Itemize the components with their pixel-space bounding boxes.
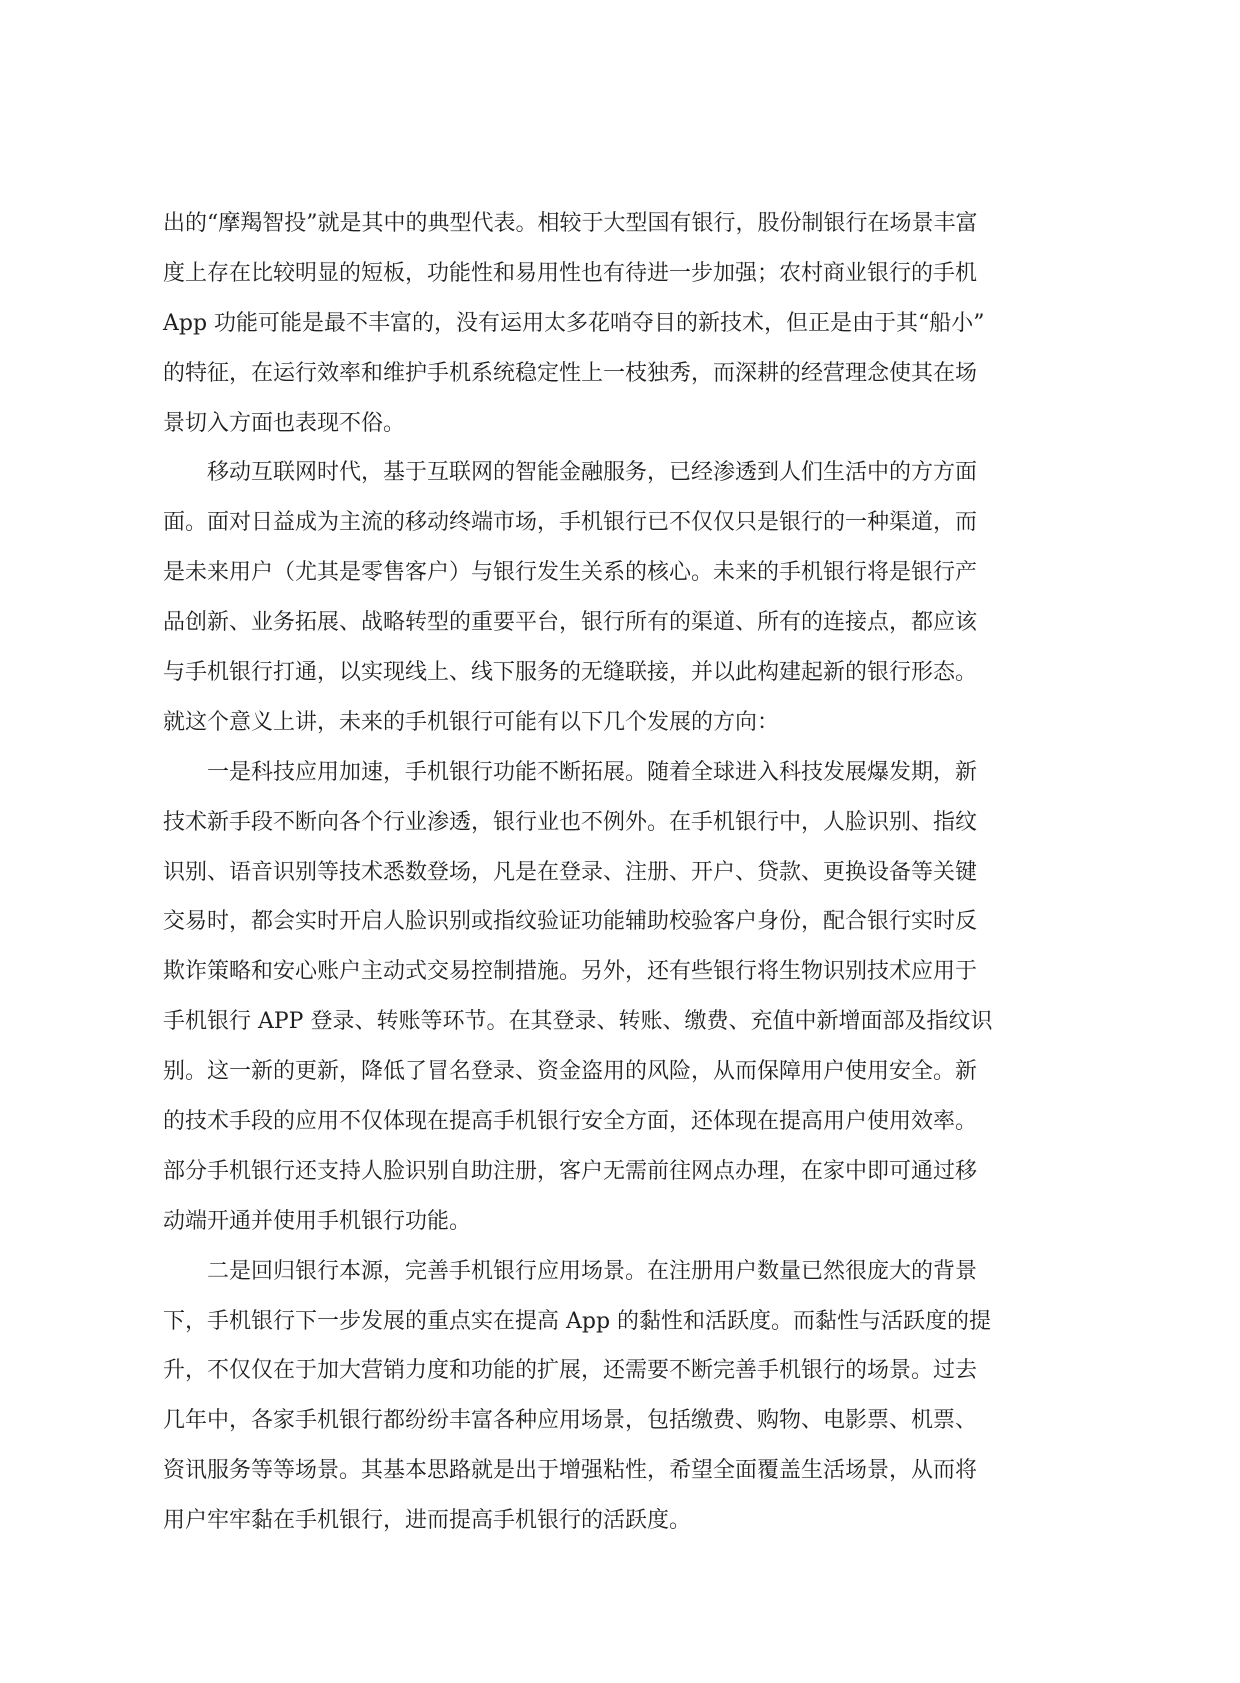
paragraph-line: 的技术手段的应用不仅体现在提高手机银行安全方面，还体现在提高用户使用效率。 (163, 1109, 978, 1135)
paragraph-3 (163, 748, 1021, 1247)
paragraph-line: 移动互联网时代，基于互联网的智能金融服务，已经渗透到人们生活中的方方面 (207, 460, 978, 486)
paragraph-line: 识别、语音识别等技术悉数登场，凡是在登录、注册、开户、贷款、更换设备等关键 (163, 859, 978, 885)
paragraph-line: 品创新、业务拓展、战略转型的重要平台，银行所有的渠道、所有的连接点，都应该 (163, 610, 978, 636)
paragraph-line: 出的“摩羯智投”就是其中的典型代表。相较于大型国有银行，股份制银行在场景丰富 (163, 211, 978, 236)
paragraph-line: 景切入方面也表现不俗。 (163, 410, 406, 436)
paragraph-line: 技术新手段不断向各个行业渗透，银行业也不例外。在手机银行中，人脸识别、指纹 (163, 809, 978, 835)
paragraph-line: 用户牢牢黏在手机银行，进而提高手机银行的活跃度。 (163, 1508, 692, 1534)
paragraph-line: 部分手机银行还支持人脸识别自助注册，客户无需前往网点办理，在家中即可通过移 (163, 1158, 978, 1184)
paragraph-line: 手机银行 APP 登录、转账等环节。在其登录、转账、缴费、充值中新增面部及指纹识 (163, 1009, 993, 1035)
paragraph-line: 的特征，在运行效率和维护手机系统稳定性上一枝独秀，而深耕的经营理念使其在场 (163, 360, 978, 386)
paragraph-line: 资讯服务等等场景。其基本思路就是出于增强粘性，希望全面覆盖生活场景，从而将 (163, 1458, 978, 1484)
paragraph-line: 交易时，都会实时开启人脸识别或指纹验证功能辅助校验客户身份，配合银行实时反 (163, 909, 978, 935)
paragraph-2 (163, 448, 1021, 747)
document-body (163, 199, 1021, 1546)
paragraph-line: 升，不仅仅在于加大营销力度和功能的扩展，还需要不断完善手机银行的场景。过去 (163, 1358, 978, 1384)
paragraph-line: 度上存在比较明显的短板，功能性和易用性也有待进一步加强；农村商业银行的手机 (163, 260, 978, 286)
paragraph-line: 面。面对日益成为主流的移动终端市场，手机银行已不仅仅只是银行的一种渠道，而 (163, 510, 978, 536)
paragraph-line: 欺诈策略和安心账户主动式交易控制措施。另外，还有些银行将生物识别技术应用于 (163, 959, 978, 985)
paragraph-line: 与手机银行打通，以实现线上、线下服务的无缝联接，并以此构建起新的银行形态。 (163, 660, 978, 686)
paragraph-4 (163, 1247, 1021, 1546)
paragraph-line: App 功能可能是最不丰富的，没有运用太多花哨夺目的新技术，但正是由于其“船小” (163, 310, 985, 336)
paragraph-line: 几年中，各家手机银行都纷纷丰富各种应用场景，包括缴费、购物、电影票、机票、 (163, 1408, 978, 1434)
paragraph-line: 就这个意义上讲，未来的手机银行可能有以下几个发展的方向： (163, 709, 780, 735)
paragraph-line: 动端开通并使用手机银行功能。 (163, 1208, 472, 1234)
paragraph-line: 别。这一新的更新，降低了冒名登录、资金盗用的风险，从而保障用户使用安全。新 (163, 1059, 978, 1085)
paragraph-1 (163, 199, 1021, 448)
paragraph-line: 一是科技应用加速，手机银行功能不断拓展。随着全球进入科技发展爆发期，新 (207, 759, 978, 785)
paragraph-line: 是未来用户（尤其是零售客户）与银行发生关系的核心。未来的手机银行将是银行产 (163, 560, 978, 586)
paragraph-line: 下，手机银行下一步发展的重点实在提高 App 的黏性和活跃度。而黏性与活跃度的提 (163, 1308, 992, 1334)
paragraph-line: 二是回归银行本源，完善手机银行应用场景。在注册用户数量已然很庞大的背景 (207, 1258, 978, 1284)
